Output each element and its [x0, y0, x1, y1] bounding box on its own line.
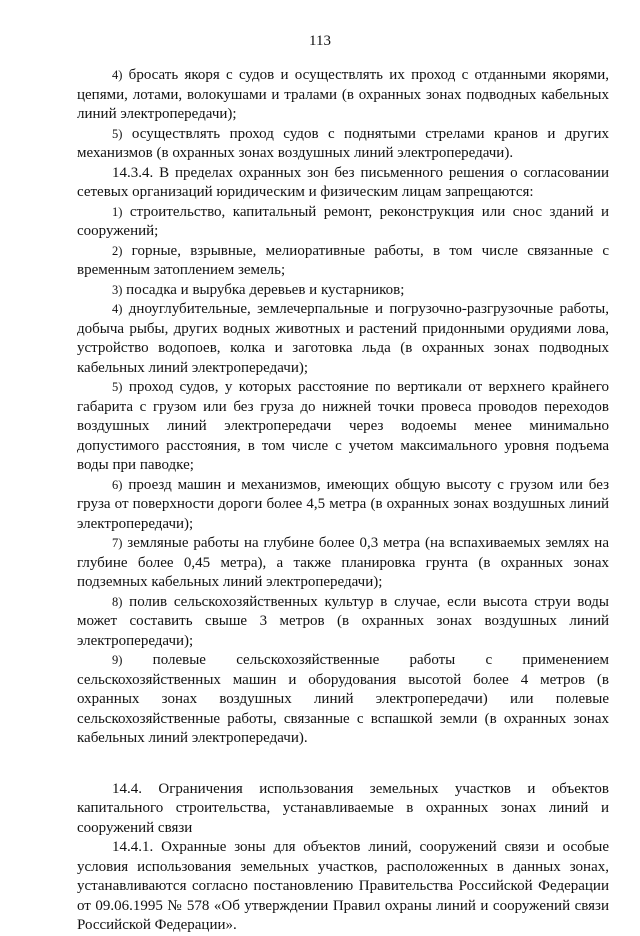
item-text: бросать якоря с судов и осуществлять их проход с отданными якорями, цепями, лотами, волокушами и тралами (в охранных зонах подводных кабельных линий электропередачи);	[77, 67, 609, 122]
item-text: проезд машин и механизмов, имеющих общую высоту с грузом или без груза от поверхности дороги более 4,5 метра (в охранных зонах воздушных линий электропередачи);	[77, 476, 609, 532]
item-text: полив сельскохозяйственных культур в случае, если высота струи воды может составить свыше 3 метров (в охранных зонах воздушных линий электропередачи);	[77, 593, 609, 649]
item-number: 5)	[112, 380, 123, 394]
list-item	[77, 242, 609, 281]
page-number: 113	[309, 33, 331, 49]
item-text: горные, взрывные, мелиоративные работы, в том числе связанные с временным затоплением земель;	[77, 242, 609, 278]
item-number: 6)	[112, 477, 123, 492]
list-item	[77, 66, 609, 125]
item-number: 8)	[112, 594, 123, 609]
list-item	[77, 651, 609, 749]
list-item	[77, 281, 609, 301]
item-number: 5)	[112, 126, 123, 141]
item-number: 7)	[112, 536, 123, 550]
list-item	[77, 534, 609, 593]
list-item	[77, 476, 609, 535]
item-text: земляные работы на глубине более 0,3 метра (на вспахиваемых землях на глубине более 0,45 метра), а также планировка грунта (в охранных зонах подземных кабельных линий электропередачи);	[77, 535, 609, 590]
clause-paragraph: 14.4.1. Охранные зоны для объектов линий, сооружений связи и особые условия использования земельных участков, расположенных в данных зонах, устанавливаются согласно постановлению Правительства Российской Федерации от 09.06.1995 № 578 «Об утверждении Правил охраны линий и сооружений связи Российской Федерации».	[77, 839, 609, 933]
item-number: 2)	[112, 243, 123, 258]
item-number: 4)	[112, 302, 123, 316]
item-text: осуществлять проход судов с поднятыми стрелами кранов и других механизмов (в охранных зонах воздушных линий электропередачи).	[77, 125, 609, 161]
item-text: дноуглубительные, землечерпальные и погрузочно-разгрузочные работы, добыча рыбы, других водных животных и растений придонными орудиями лова, устройство водопоев, колка и заготовка льда (в охранных зонах подводных кабельных линий электропередачи);	[77, 301, 609, 376]
list-item	[77, 378, 609, 476]
list-item	[77, 300, 609, 378]
item-number: 9)	[112, 653, 123, 667]
item-text: посадка и вырубка деревьев и кустарников;	[122, 281, 405, 298]
item-text: строительство, капитальный ремонт, реконструкция или снос зданий и сооружений;	[77, 203, 609, 239]
item-number: 3)	[112, 282, 123, 297]
item-text: проход судов, у которых расстояние по вертикали от верхнего крайнего габарита с грузом или без груза до нижней точки провеса проводов переходов воздушных линий электропередачи через водоемы менее минимально допустимого расстояния, в том числе с учетом максимального уровня подъема воды при паводке;	[77, 379, 609, 473]
item-number: 4)	[112, 68, 123, 82]
item-text: полевые сельскохозяйственные работы с применением сельскохозяйственных машин и оборудования высотой более 4 метров (в охранных зонах воздушных линий электропередачи) или полевые сельскохозяйственные работы, связанные с вспашкой земли (в охранных зонах кабельных линий электропередачи).	[77, 652, 609, 746]
item-number: 1)	[112, 204, 123, 219]
list-item	[77, 593, 609, 652]
document-body	[77, 66, 609, 936]
list-item	[77, 125, 609, 164]
clause-paragraph	[77, 164, 609, 203]
section-spacer	[77, 749, 609, 780]
clause-text: 14.3.4. В пределах охранных зон без письменного решения о согласовании сетевых организаций юридическим и физическим лицам запрещаются:	[77, 164, 609, 200]
section-heading: 14.4. Ограничения использования земельных участков и объектов капитального строительства, устанавливаемые в охранных зонах линий и сооружений связи	[77, 780, 609, 836]
list-item	[77, 203, 609, 242]
